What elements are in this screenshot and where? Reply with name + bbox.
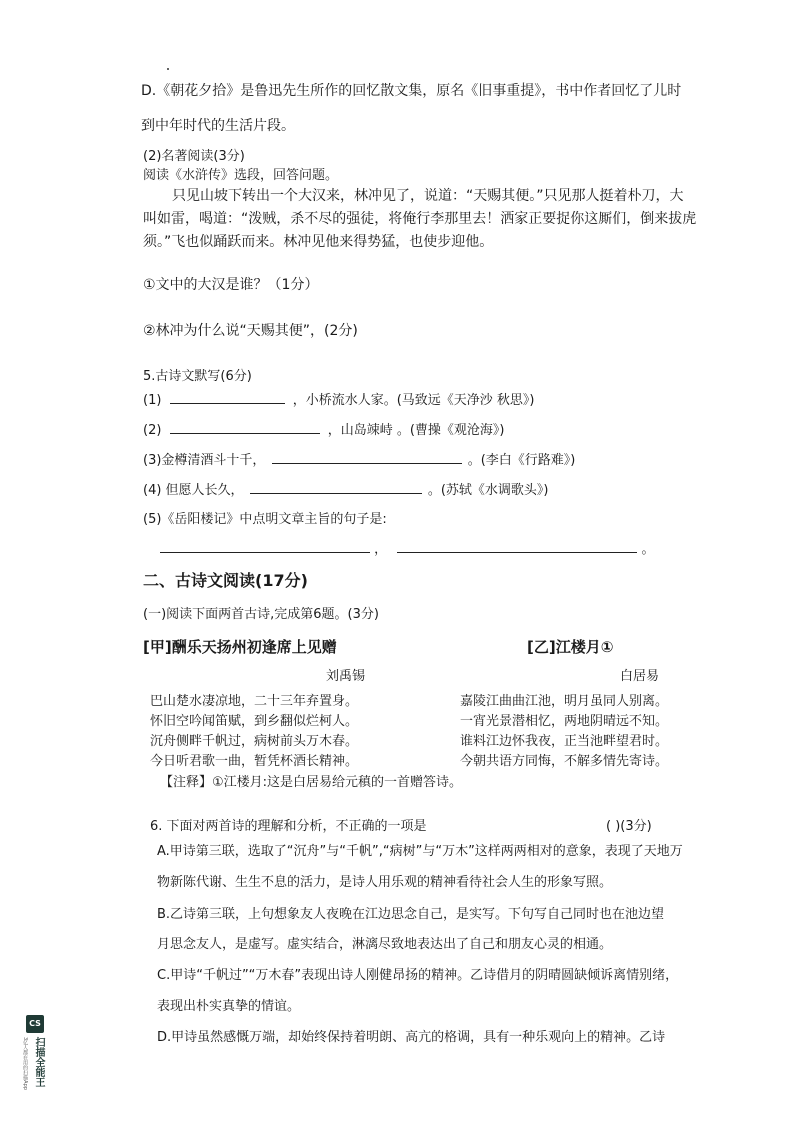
passage-line-2: 叫如雷，喝道：“泼贼，杀不尽的强徒，将俺行李那里去！洒家正要捉你这厮们，倒来拔虎 <box>143 211 697 227</box>
poem-jia-title: [甲]酬乐天扬州初逢席上见赠 <box>143 638 337 656</box>
poem-yi-line: 谁料江边怀我夜，正当池畔望君时。 <box>460 734 669 749</box>
moxie-item-5-blanks <box>160 540 654 559</box>
speck <box>167 68 169 70</box>
option-b-line-1: B.乙诗第三联，上句想象友人夜晚在江边思念自己，是实写。下句写自己同时也在池边望 <box>157 907 665 922</box>
poem-jia-line: 沉舟侧畔千帆过，病树前头万木春。 <box>150 734 359 749</box>
moxie-heading: 5.古诗文默写(6分) <box>143 369 252 384</box>
poem-jia-line: 巴山楚水凄凉地，二十三年弃置身。 <box>150 694 359 709</box>
item-3-prefix: (3)金樽清酒斗十千， <box>143 453 266 468</box>
scanner-watermark-slogan: 3亿人都在用的扫描App <box>22 1037 28 1090</box>
option-a-line-2: 物新陈代谢、生生不息的活力，是诗人用乐观的精神看待社会人生的形象写照。 <box>157 875 613 890</box>
option-c-line-2: 表现出朴实真挚的情谊。 <box>157 999 301 1014</box>
answer-blank-5b[interactable] <box>397 540 637 553</box>
passage-line-3: 须。”飞也似踊跃而来。林冲见他来得势猛，也使步迎他。 <box>143 234 494 250</box>
scanner-watermark <box>22 1015 48 1110</box>
answer-blank-3[interactable] <box>272 451 462 464</box>
option-a-line-1: A.甲诗第三联，选取了“沉舟”与“千帆”,“病树”与“万木”这样两两相对的意象，表现了天地万 <box>157 844 683 859</box>
item-4-prefix: (4) 但愿人长久， <box>143 483 244 498</box>
question-1: ①文中的大汉是谁？（1分） <box>143 277 319 293</box>
moxie-item-2 <box>143 421 504 440</box>
option-d-line-2: 到中年时代的生活片段。 <box>141 118 295 134</box>
moxie-item-5: (5)《岳阳楼记》中点明文章主旨的句子是: <box>143 512 387 527</box>
poem-note: 【注释】①江楼月:这是白居易给元稹的一首赠答诗。 <box>160 775 463 790</box>
mingzhu-heading: (2)名著阅读(3分) <box>143 149 245 164</box>
option-c-line-1: C.甲诗“千帆过”“万木春”表现出诗人刚健昂扬的精神。乙诗借月的阴晴圆缺倾诉离情别绪， <box>157 968 679 983</box>
question-6-bracket: ( )(3分) <box>606 819 652 834</box>
option-d-line: D.甲诗虽然感慨万端，却始终保持着明朗、高亢的格调，具有一种乐观向上的精神。乙诗 <box>157 1030 666 1045</box>
poem-yi-title: [乙]江楼月① <box>527 638 614 656</box>
question-2: ②林冲为什么说“天赐其便”，(2分) <box>143 323 358 339</box>
poem-jia-author: 刘禹锡 <box>326 669 366 684</box>
poem-jia-line: 今日听君歌一曲，暂凭杯酒长精神。 <box>150 754 359 769</box>
item-3-suffix: 。(李白《行路难》) <box>467 453 576 468</box>
item-5-separator: ， <box>374 542 388 557</box>
moxie-item-1 <box>143 391 534 410</box>
scanner-watermark-name: 扫描全能王 <box>33 1037 44 1087</box>
answer-blank-5a[interactable] <box>160 540 370 553</box>
moxie-item-3 <box>143 451 575 470</box>
section-2-sub: (一)阅读下面两首古诗,完成第6题。(3分) <box>143 607 379 622</box>
poem-yi-line: 嘉陵江曲曲江池，明月虽同人别离。 <box>460 694 669 709</box>
item-2-suffix: ，山岛竦峙 。(曹操《观沧海》) <box>327 423 505 438</box>
passage-line-1: 只见山坡下转出一个大汉来，林冲见了，说道：“天赐其便。”只见那人挺着朴刀，大 <box>172 188 684 204</box>
poem-yi-author: 白居易 <box>620 669 660 684</box>
poem-yi-line: 今朝共语方同悔，不解多情先寄诗。 <box>460 754 669 769</box>
answer-blank-1[interactable] <box>170 391 285 404</box>
answer-blank-2[interactable] <box>170 421 320 434</box>
item-1-suffix: ，小桥流水人家。(马致远《天净沙 秋思》) <box>292 393 535 408</box>
item-4-suffix: 。(苏轼《水调歌头》) <box>427 483 549 498</box>
section-2-heading: 二、古诗文阅读(17分) <box>143 571 308 590</box>
option-b-line-2: 月思念友人，是虚写。虚实结合，淋漓尽致地表达出了自己和朋友心灵的相通。 <box>157 937 613 952</box>
scanner-logo: CS <box>26 1015 44 1033</box>
item-5-end: 。 <box>641 542 655 557</box>
poem-jia-line: 怀旧空吟闻笛赋，到乡翻似烂柯人。 <box>150 714 359 729</box>
answer-blank-4[interactable] <box>250 481 422 494</box>
item-1-prefix: (1) <box>143 393 162 408</box>
item-2-prefix: (2) <box>143 423 162 438</box>
mingzhu-intro: 阅读《水浒传》选段，回答问题。 <box>143 168 339 183</box>
question-6-stem: 6. 下面对两首诗的理解和分析，不正确的一项是 <box>150 819 427 834</box>
option-d-line-1: D.《朝花夕拾》是鲁迅先生所作的回忆散文集，原名《旧事重提》，书中作者回忆了儿时 <box>141 83 682 99</box>
moxie-item-4 <box>143 481 549 500</box>
poem-yi-line: 一宵光景潜相忆，两地阴晴远不知。 <box>460 714 669 729</box>
